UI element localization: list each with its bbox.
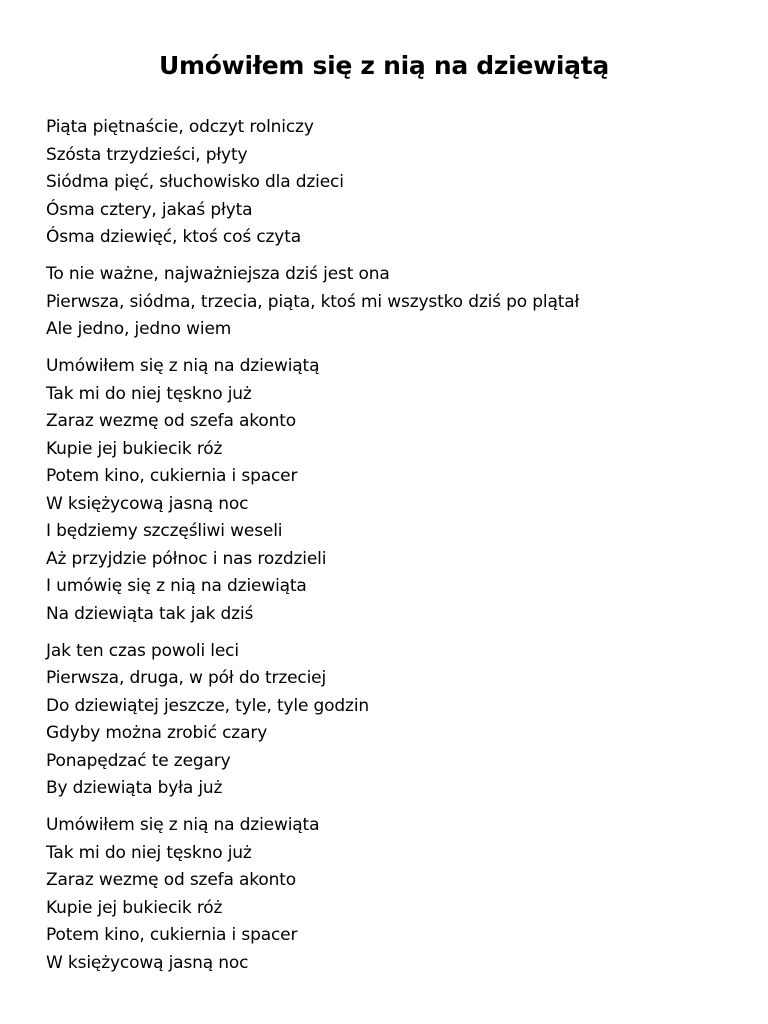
lyric-line: I będziemy szczęśliwi weseli: [46, 521, 283, 541]
lyric-line: Gdyby można zrobić czary: [46, 723, 268, 743]
lyric-line: Tak mi do niej tęskno już: [46, 842, 252, 863]
lyric-line: Ósma dziewięć, ktoś coś czyta: [46, 227, 301, 247]
lyric-line: Zaraz wezmę od szefa akonto: [46, 870, 296, 890]
stanza: [46, 812, 746, 977]
lyric-line: Pierwsza, siódma, trzecia, piąta, ktoś mi wszystko dziś po plątał: [46, 291, 580, 312]
lyric-line: By dziewiąta była już: [46, 778, 223, 798]
lyric-line: Na dziewiąta tak jak dziś: [46, 603, 254, 624]
lyrics-body: [46, 114, 746, 987]
lyric-line: W księżycową jasną noc: [46, 952, 249, 973]
lyric-line: Piąta piętnaście, odczyt rolniczy: [46, 117, 314, 137]
stanza: [46, 353, 746, 628]
lyric-line: Kupie jej bukiecik róż: [46, 897, 223, 918]
lyric-line: Zaraz wezmę od szefa akonto: [46, 411, 296, 431]
lyric-line: Siódma pięć, słuchowisko dla dzieci: [46, 172, 344, 192]
lyric-line: Umówiłem się z nią na dziewiąta: [46, 815, 320, 835]
lyric-line: Ósma cztery, jakaś płyta: [46, 199, 253, 220]
lyric-line: To nie ważne, najważniejsza dziś jest ona: [46, 264, 390, 284]
lyric-line: Pierwsza, druga, w pół do trzeciej: [46, 668, 327, 688]
lyric-line: Tak mi do niej tęskno już: [46, 383, 252, 404]
lyric-line: I umówię się z nią na dziewiąta: [46, 576, 307, 596]
lyric-line: Ale jedno, jedno wiem: [46, 319, 232, 339]
lyric-line: Szósta trzydzieści, płyty: [46, 144, 248, 165]
song-title: Umówiłem się z nią na dziewiątą: [159, 51, 609, 80]
lyric-line: Jak ten czas powoli leci: [46, 640, 239, 661]
lyric-line: Ponapędzać te zegary: [46, 750, 231, 771]
lyric-line: Potem kino, cukiernia i spacer: [46, 925, 298, 945]
lyric-line: Aż przyjdzie północ i nas rozdzieli: [46, 548, 327, 569]
lyric-line: Kupie jej bukiecik róż: [46, 438, 223, 459]
stanza: [46, 261, 746, 344]
stanza: [46, 114, 746, 252]
lyric-line: Umówiłem się z nią na dziewiątą: [46, 356, 320, 376]
stanza: [46, 638, 746, 803]
lyric-line: W księżycową jasną noc: [46, 493, 249, 514]
lyric-line: Do dziewiątej jeszcze, tyle, tyle godzin: [46, 695, 370, 716]
lyric-line: Potem kino, cukiernia i spacer: [46, 466, 298, 486]
